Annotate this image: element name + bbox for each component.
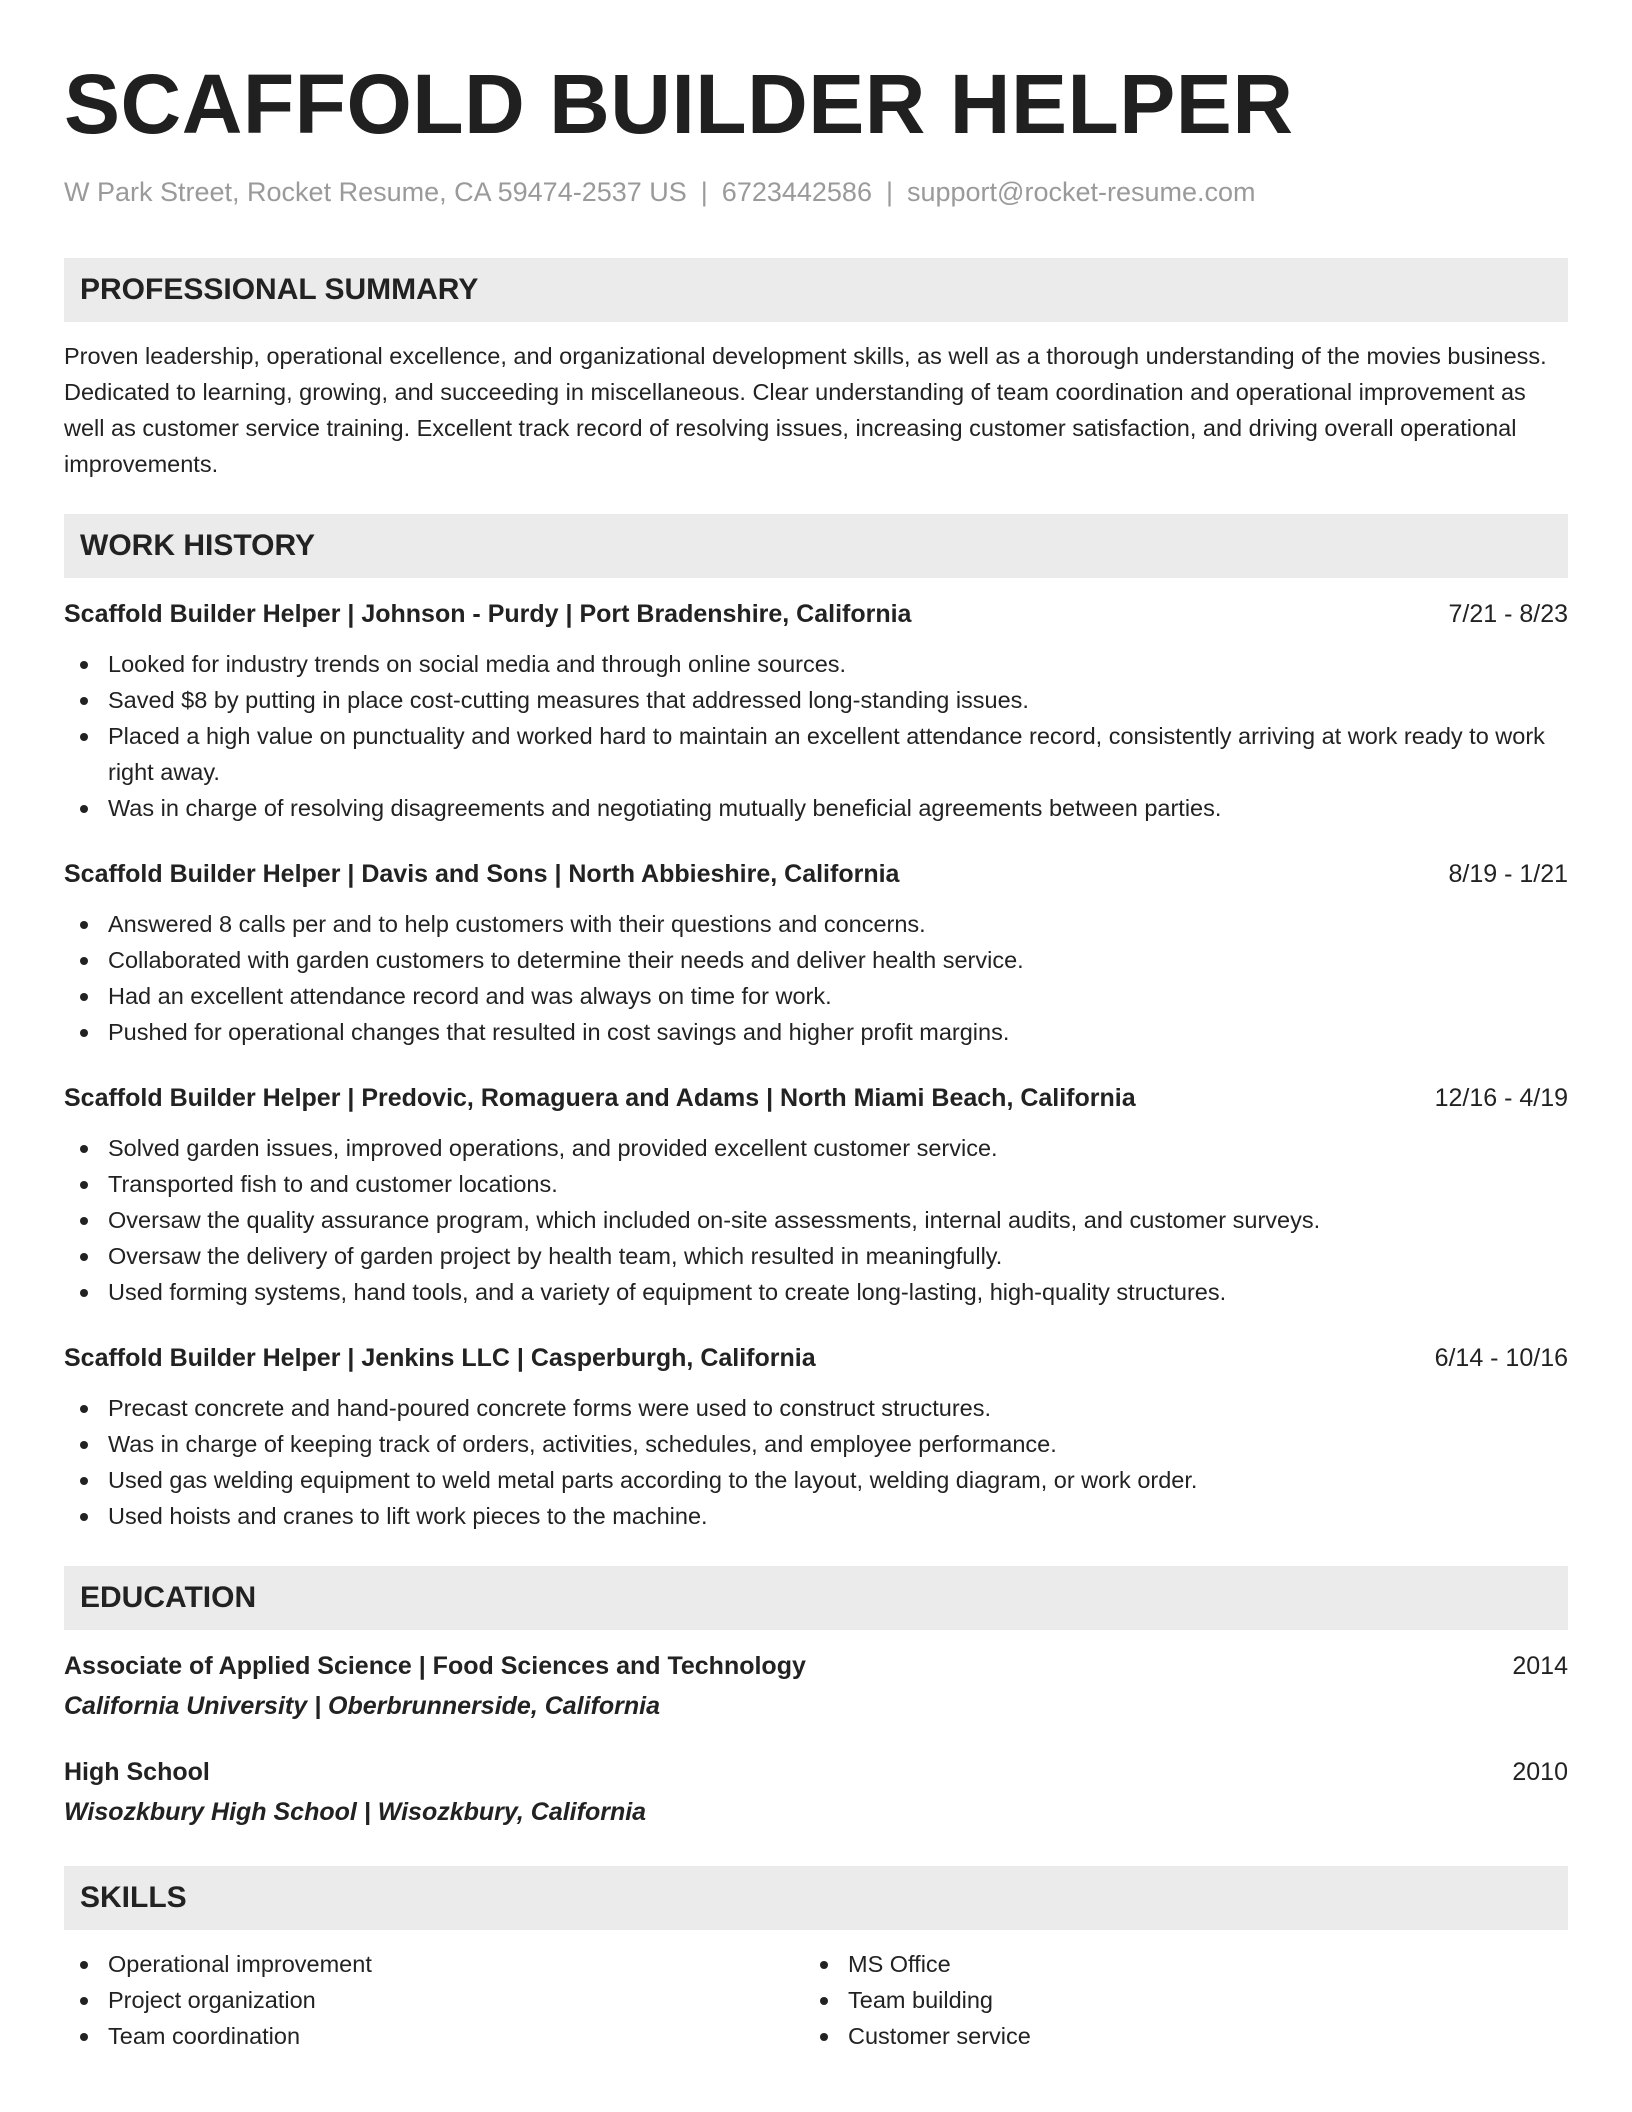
section-heading-summary: PROFESSIONAL SUMMARY — [64, 258, 1568, 322]
list-item: Oversaw the delivery of garden project by health team, which resulted in meaningfully. — [64, 1238, 1568, 1274]
list-item: Looked for industry trends on social media and through online sources. — [64, 646, 1568, 682]
resume-name: SCAFFOLD BUILDER HELPER — [64, 57, 1294, 151]
section-heading-skills: SKILLS — [64, 1866, 1568, 1930]
skills-list-left — [64, 1946, 804, 2054]
job-header — [64, 596, 1568, 632]
education-degree: High School — [64, 1758, 210, 1787]
job-header — [64, 1340, 1568, 1376]
list-item: Answered 8 calls per and to help customers with their questions and concerns. — [64, 906, 1568, 942]
education-header — [64, 1648, 1568, 1684]
list-item: MS Office — [804, 1946, 1544, 1982]
list-item: Pushed for operational changes that resulted in cost savings and higher profit margins. — [64, 1014, 1568, 1050]
list-item: Was in charge of resolving disagreements and negotiating mutually beneficial agreements between parties. — [64, 790, 1568, 826]
job-bullets — [64, 906, 1568, 1050]
list-item: Oversaw the quality assurance program, which included on-site assessments, internal audits, and customer surveys. — [64, 1202, 1568, 1238]
education-entry — [64, 1648, 1568, 1724]
summary-text: Proven leadership, operational excellence, and organizational development skills, as well as a thorough understanding of the movies business. Dedicated to learning, growing, and succeeding in miscellaneous. Clear understanding of team coordination and operational improvement as well as customer service training. Excellent track record of resolving issues, increasing customer satisfaction, and driving overall operational improvements. — [64, 343, 1547, 478]
list-item: Operational improvement — [64, 1946, 804, 1982]
job-header — [64, 1080, 1568, 1116]
job-bullets — [64, 646, 1568, 826]
contact-separator: | — [700, 177, 708, 207]
list-item: Project organization — [64, 1982, 804, 2018]
list-item: Used gas welding equipment to weld metal parts according to the layout, welding diagram, or work order. — [64, 1462, 1568, 1498]
job-bullets — [64, 1130, 1568, 1310]
education-degree: Associate of Applied Science | Food Sciences and Technology — [64, 1652, 806, 1681]
job-entry — [64, 1340, 1568, 1534]
education-entry — [64, 1754, 1568, 1830]
job-bullets — [64, 1390, 1568, 1534]
job-title: Scaffold Builder Helper | Davis and Sons | North Abbieshire, California — [64, 860, 900, 889]
section-heading-education: EDUCATION — [64, 1566, 1568, 1630]
list-item: Precast concrete and hand-poured concrete forms were used to construct structures. — [64, 1390, 1568, 1426]
contact-email: support@rocket-resume.com — [906, 177, 1256, 207]
education-header — [64, 1754, 1568, 1790]
contact-address: W Park Street, Rocket Resume, CA 59474-2537 US — [64, 177, 687, 207]
education-year: 2010 — [1512, 1758, 1568, 1787]
section-heading-work: WORK HISTORY — [64, 514, 1568, 578]
job-dates: 8/19 - 1/21 — [1448, 860, 1568, 889]
list-item: Transported fish to and customer locations. — [64, 1166, 1568, 1202]
job-dates: 12/16 - 4/19 — [1434, 1084, 1568, 1113]
list-item: Customer service — [804, 2018, 1544, 2054]
job-title: Scaffold Builder Helper | Johnson - Purdy | Port Bradenshire, California — [64, 600, 912, 629]
job-entry — [64, 856, 1568, 1050]
job-dates: 6/14 - 10/16 — [1434, 1344, 1568, 1373]
list-item: Collaborated with garden customers to determine their needs and deliver health service. — [64, 942, 1568, 978]
skills-columns — [64, 1946, 1568, 2054]
list-item: Saved $8 by putting in place cost-cutting measures that addressed long-standing issues. — [64, 682, 1568, 718]
list-item: Solved garden issues, improved operations, and provided excellent customer service. — [64, 1130, 1568, 1166]
education-year: 2014 — [1512, 1652, 1568, 1681]
list-item: Team building — [804, 1982, 1544, 2018]
contact-line — [64, 176, 1568, 208]
skills-list-right — [804, 1946, 1544, 2054]
job-header — [64, 856, 1568, 892]
list-item: Had an excellent attendance record and was always on time for work. — [64, 978, 1568, 1014]
list-item: Was in charge of keeping track of orders, activities, schedules, and employee performance. — [64, 1426, 1568, 1462]
job-title: Scaffold Builder Helper | Predovic, Romaguera and Adams | North Miami Beach, California — [64, 1084, 1136, 1113]
education-school: Wisozkbury High School | Wisozkbury, California — [64, 1798, 647, 1827]
contact-separator: | — [885, 177, 893, 207]
job-entry — [64, 1080, 1568, 1310]
list-item: Team coordination — [64, 2018, 804, 2054]
contact-phone: 6723442586 — [721, 177, 872, 207]
job-dates: 7/21 - 8/23 — [1448, 600, 1568, 629]
list-item: Used forming systems, hand tools, and a variety of equipment to create long-lasting, high-quality structures. — [64, 1274, 1568, 1310]
list-item: Placed a high value on punctuality and worked hard to maintain an excellent attendance record, consistently arriving at work ready to work right away. — [64, 718, 1568, 790]
list-item: Used hoists and cranes to lift work pieces to the machine. — [64, 1498, 1568, 1534]
job-entry — [64, 596, 1568, 826]
education-school: California University | Oberbrunnerside, California — [64, 1692, 661, 1721]
job-title: Scaffold Builder Helper | Jenkins LLC | Casperburgh, California — [64, 1344, 816, 1373]
